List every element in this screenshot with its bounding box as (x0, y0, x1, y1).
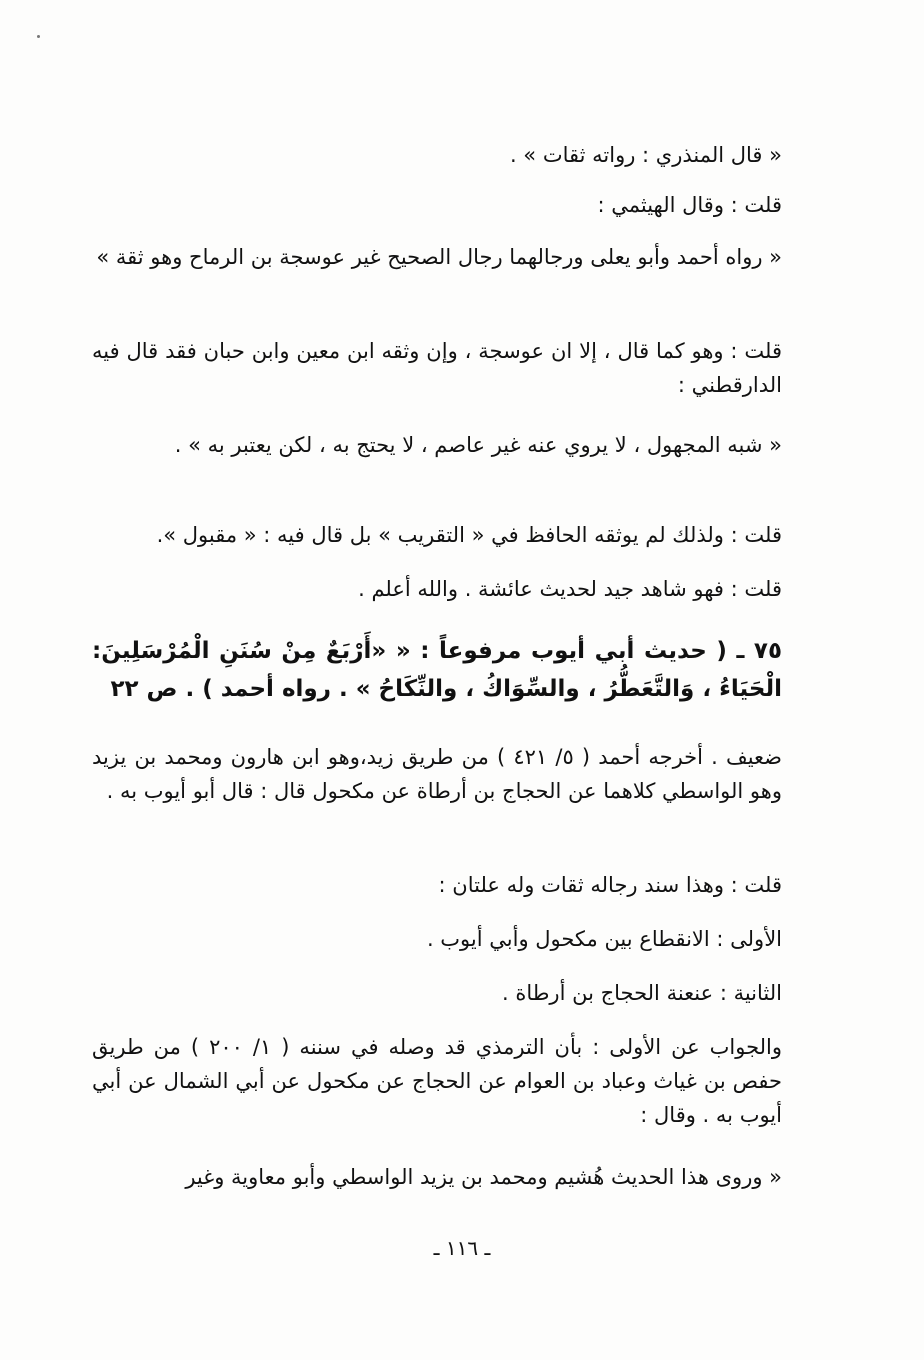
paragraph-9 (92, 740, 782, 808)
paragraph-text: ٧٥ ـ ( حديث أبي أيوب مرفوعاً : « «أَرْبَعٌ مِنْ سُنَنِ الْمُرْسَلِينَ: الْحَيَاءُ ، وَالتَّعَطُّرُ ، والسِّوَاكُ ، والنِّكَاحُ » . رواه أحمد ) . ص ٢٢ (92, 638, 782, 702)
paragraph-text: « رواه أحمد وأبو يعلى ورجالهما رجال الصحيح غير عوسجة بن الرماح وهو ثقة » (96, 245, 782, 269)
paragraph-12 (92, 976, 782, 1010)
paragraph-text: قلت : ولذلك لم يوثقه الحافظ في « التقريب » بل قال فيه : « مقبول ». (156, 523, 782, 547)
paragraph-text: قلت : وهذا سند رجاله ثقات وله علتان : (438, 873, 782, 897)
paragraph-4 (92, 334, 782, 402)
paragraph-text: الأولى : الانقطاع بين مكحول وأبي أيوب . (426, 927, 782, 951)
paragraph-text: الثانية : عنعنة الحجاج بن أرطاة . (501, 981, 782, 1005)
paragraph-13 (92, 1030, 782, 1132)
paragraph-1 (92, 138, 782, 172)
paragraph-text: قلت : وهو كما قال ، إلا ان عوسجة ، وإن وثقه ابن معين وابن حبان فقد قال فيه الدارقطني : (92, 339, 782, 397)
paragraph-text: قلت : فهو شاهد جيد لحديث عائشة . والله أعلم . (358, 577, 782, 601)
paragraph-10 (92, 868, 782, 902)
paragraph-3 (92, 240, 782, 274)
hadith-75-heading (92, 632, 782, 708)
paragraph-text: قلت : وقال الهيثمي : (597, 193, 782, 217)
paragraph-11 (92, 922, 782, 956)
paragraph-7 (92, 572, 782, 606)
paragraph-text: « وروى هذا الحديث هُشيم ومحمد بن يزيد الواسطي وأبو معاوية وغير (185, 1165, 782, 1189)
paragraph-text: والجواب عن الأولى : بأن الترمذي قد وصله في سننه ( ١/ ٢٠٠ ) من طريق حفص بن غياث وعباد بن العوام عن الحجاج عن مكحول عن أبي الشمال عن أبي أيوب به . وقال : (92, 1035, 782, 1127)
paragraph-14 (92, 1160, 782, 1194)
paragraph-2 (92, 188, 782, 222)
scan-speck (37, 35, 40, 38)
page-number: ـ ١١٦ ـ (433, 1236, 491, 1260)
paragraph-5 (92, 428, 782, 462)
paragraph-text: « قال المنذري : رواته ثقات » . (509, 143, 782, 167)
paragraph-6 (92, 518, 782, 552)
paragraph-text: ضعيف . أخرجه أحمد ( ٥/ ٤٢١ ) من طريق زيد،وهو ابن هارون ومحمد بن يزيد وهو الواسطي كلاهما عن الحجاج بن أرطاة عن مكحول قال : قال أبو أيوب به . (92, 745, 782, 803)
paragraph-text: « شبه المجهول ، لا يروي عنه غير عاصم ، لا يحتج به ، لكن يعتبر به » . (174, 433, 782, 457)
